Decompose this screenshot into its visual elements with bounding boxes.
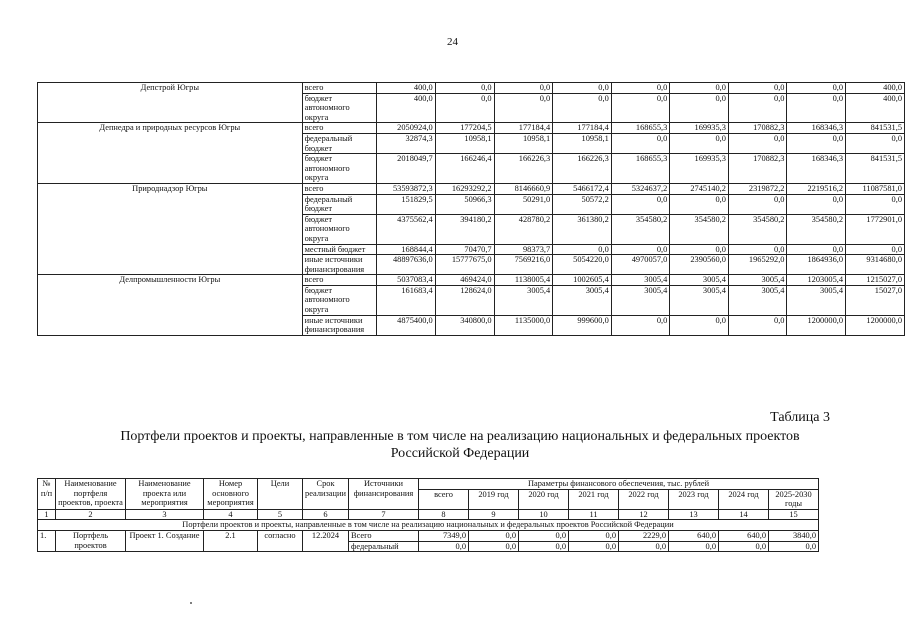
amount-cell: 5054220,0 <box>553 255 612 275</box>
amount-cell: 0,0 <box>787 93 846 123</box>
amount-cell: 469424,0 <box>435 275 494 286</box>
amount-cell: 400,0 <box>376 93 435 123</box>
amount-cell: 166246,4 <box>435 154 494 184</box>
row-value: 0,0 <box>719 541 769 552</box>
header-project: Наименование проекта или мероприятия <box>126 479 204 510</box>
financing-row <box>38 123 905 134</box>
row-value: 640,0 <box>669 530 719 541</box>
amount-cell: 169935,3 <box>670 123 729 134</box>
row-value: 0,0 <box>619 541 669 552</box>
amount-cell: 0,0 <box>611 93 670 123</box>
header-year: 2021 год <box>569 489 619 509</box>
column-number: 14 <box>719 509 769 520</box>
projects-table <box>37 478 819 552</box>
amount-cell: 1203005,4 <box>787 275 846 286</box>
amount-cell: 0,0 <box>670 315 729 335</box>
row-event-no: 2.1 <box>204 530 258 551</box>
header-goals: Цели <box>258 479 303 510</box>
amount-cell: 9314680,0 <box>846 255 905 275</box>
table3-title: Портфели проектов и проекты, направленные в том числе на реализацию национальных и федеральных проектов Российской Федерации <box>120 429 800 461</box>
amount-cell: 2745140,2 <box>670 183 729 194</box>
scan-speck <box>190 602 192 604</box>
header-num: № п/п <box>38 479 56 510</box>
project-row <box>38 530 819 541</box>
header-year: 2024 год <box>719 489 769 509</box>
amount-cell: 177184,4 <box>494 123 553 134</box>
amount-cell: 169935,3 <box>670 154 729 184</box>
amount-cell: 50291,0 <box>494 194 553 214</box>
organization-name: Делпромышленности Югры <box>38 275 303 336</box>
amount-cell: 400,0 <box>846 83 905 94</box>
row-term: 12.2024 <box>303 530 349 551</box>
source-type: иные источники финансирования <box>302 255 376 275</box>
source-type: всего <box>302 183 376 194</box>
amount-cell: 177184,4 <box>553 123 612 134</box>
header-year: 2020 год <box>519 489 569 509</box>
row-value: 0,0 <box>569 530 619 541</box>
amount-cell: 168346,3 <box>787 123 846 134</box>
amount-cell: 0,0 <box>728 133 787 153</box>
header-row <box>38 479 819 490</box>
row-value: 0,0 <box>769 541 819 552</box>
section-title: Портфели проектов и проекты, направленные в том числе на реализацию национальных и федеральных проектов Российской Федерации <box>38 520 819 531</box>
amount-cell: 5466172,4 <box>553 183 612 194</box>
amount-cell: 50572,2 <box>553 194 612 214</box>
amount-cell: 2018049,7 <box>376 154 435 184</box>
column-numbers-row <box>38 509 819 520</box>
amount-cell: 15777675,0 <box>435 255 494 275</box>
amount-cell: 0,0 <box>435 93 494 123</box>
header-event-no: Номер основного мероприятия <box>204 479 258 510</box>
row-value: 0,0 <box>669 541 719 552</box>
amount-cell: 0,0 <box>553 83 612 94</box>
amount-cell: 168346,3 <box>787 154 846 184</box>
amount-cell: 0,0 <box>728 244 787 255</box>
row-goals: согласно <box>258 530 303 551</box>
amount-cell: 2050924,0 <box>376 123 435 134</box>
amount-cell: 10958,1 <box>553 133 612 153</box>
amount-cell: 400,0 <box>846 93 905 123</box>
amount-cell: 166226,3 <box>553 154 612 184</box>
amount-cell: 0,0 <box>670 194 729 214</box>
amount-cell: 1200000,0 <box>846 315 905 335</box>
amount-cell: 0,0 <box>611 133 670 153</box>
amount-cell: 128624,0 <box>435 285 494 315</box>
column-number: 3 <box>126 509 204 520</box>
row-value: 0,0 <box>519 541 569 552</box>
amount-cell: 16293292,2 <box>435 183 494 194</box>
column-number: 10 <box>519 509 569 520</box>
amount-cell: 3005,4 <box>670 285 729 315</box>
amount-cell: 32874,3 <box>376 133 435 153</box>
amount-cell: 1200000,0 <box>787 315 846 335</box>
amount-cell: 0,0 <box>670 83 729 94</box>
amount-cell: 0,0 <box>611 194 670 214</box>
amount-cell: 170882,3 <box>728 123 787 134</box>
header-sources: Источники финансирования <box>349 479 419 510</box>
amount-cell: 1864936,0 <box>787 255 846 275</box>
amount-cell: 340800,0 <box>435 315 494 335</box>
column-number: 2 <box>56 509 126 520</box>
amount-cell: 3005,4 <box>728 275 787 286</box>
amount-cell: 354580,2 <box>611 214 670 244</box>
header-total: всего <box>419 489 469 509</box>
amount-cell: 168655,3 <box>611 123 670 134</box>
financing-row <box>38 183 905 194</box>
amount-cell: 5324637,2 <box>611 183 670 194</box>
amount-cell: 7569216,0 <box>494 255 553 275</box>
row-source: Всего <box>349 530 419 541</box>
row-project: Проект 1. Создание <box>126 530 204 551</box>
amount-cell: 0,0 <box>553 244 612 255</box>
column-number: 4 <box>204 509 258 520</box>
amount-cell: 4375562,4 <box>376 214 435 244</box>
amount-cell: 0,0 <box>670 93 729 123</box>
financing-row <box>38 83 905 94</box>
amount-cell: 0,0 <box>611 244 670 255</box>
amount-cell: 2319872,2 <box>728 183 787 194</box>
amount-cell: 400,0 <box>376 83 435 94</box>
amount-cell: 3005,4 <box>553 285 612 315</box>
source-type: бюджет автономного округа <box>302 154 376 184</box>
amount-cell: 10958,1 <box>494 133 553 153</box>
amount-cell: 0,0 <box>728 83 787 94</box>
row-value: 0,0 <box>569 541 619 552</box>
amount-cell: 10958,1 <box>435 133 494 153</box>
column-number: 6 <box>303 509 349 520</box>
amount-cell: 3005,4 <box>611 275 670 286</box>
amount-cell: 0,0 <box>611 83 670 94</box>
amount-cell: 166226,3 <box>494 154 553 184</box>
amount-cell: 0,0 <box>611 315 670 335</box>
amount-cell: 0,0 <box>728 93 787 123</box>
column-number: 9 <box>469 509 519 520</box>
amount-cell: 1772901,0 <box>846 214 905 244</box>
amount-cell: 2390560,0 <box>670 255 729 275</box>
amount-cell: 0,0 <box>846 133 905 153</box>
amount-cell: 48897636,0 <box>376 255 435 275</box>
amount-cell: 841531,5 <box>846 154 905 184</box>
column-number: 13 <box>669 509 719 520</box>
column-number: 1 <box>38 509 56 520</box>
source-type: всего <box>302 275 376 286</box>
source-type: федеральный бюджет <box>302 133 376 153</box>
column-number: 11 <box>569 509 619 520</box>
row-value: 2229,0 <box>619 530 669 541</box>
amount-cell: 394180,2 <box>435 214 494 244</box>
amount-cell: 0,0 <box>494 83 553 94</box>
amount-cell: 98373,7 <box>494 244 553 255</box>
amount-cell: 0,0 <box>846 244 905 255</box>
row-value: 0,0 <box>469 541 519 552</box>
column-number: 7 <box>349 509 419 520</box>
amount-cell: 3005,4 <box>728 285 787 315</box>
organization-name: Депнедра и природных ресурсов Югры <box>38 123 303 184</box>
amount-cell: 428780,2 <box>494 214 553 244</box>
source-type: федеральный бюджет <box>302 194 376 214</box>
amount-cell: 1965292,0 <box>728 255 787 275</box>
row-value: 0,0 <box>469 530 519 541</box>
source-type: всего <box>302 123 376 134</box>
amount-cell: 1002605,4 <box>553 275 612 286</box>
column-number: 8 <box>419 509 469 520</box>
row-num: 1. <box>38 530 56 551</box>
section-row <box>38 520 819 531</box>
amount-cell: 354580,2 <box>728 214 787 244</box>
amount-cell: 11087581,0 <box>846 183 905 194</box>
amount-cell: 8146660,9 <box>494 183 553 194</box>
amount-cell: 53593872,3 <box>376 183 435 194</box>
amount-cell: 1215027,0 <box>846 275 905 286</box>
amount-cell: 0,0 <box>787 83 846 94</box>
source-type: иные источники финансирования <box>302 315 376 335</box>
amount-cell: 841531,5 <box>846 123 905 134</box>
row-value: 640,0 <box>719 530 769 541</box>
source-type: всего <box>302 83 376 94</box>
amount-cell: 177204,5 <box>435 123 494 134</box>
amount-cell: 50966,3 <box>435 194 494 214</box>
source-type: бюджет автономного округа <box>302 214 376 244</box>
header-year: 2025-2030 годы <box>769 489 819 509</box>
header-year: 2023 год <box>669 489 719 509</box>
amount-cell: 5037083,4 <box>376 275 435 286</box>
row-portfolio: Портфель проектов <box>56 530 126 551</box>
amount-cell: 4970057,0 <box>611 255 670 275</box>
page-number: 24 <box>447 36 458 48</box>
amount-cell: 361380,2 <box>553 214 612 244</box>
column-number: 12 <box>619 509 669 520</box>
row-value: 7349,0 <box>419 530 469 541</box>
header-portfolio: Наименование портфеля проектов, проекта <box>56 479 126 510</box>
amount-cell: 0,0 <box>787 194 846 214</box>
column-number: 15 <box>769 509 819 520</box>
amount-cell: 2219516,2 <box>787 183 846 194</box>
amount-cell: 15027,0 <box>846 285 905 315</box>
source-type: бюджет автономного округа <box>302 93 376 123</box>
amount-cell: 0,0 <box>670 133 729 153</box>
amount-cell: 0,0 <box>670 244 729 255</box>
amount-cell: 70470,7 <box>435 244 494 255</box>
amount-cell: 3005,4 <box>494 285 553 315</box>
amount-cell: 1138005,4 <box>494 275 553 286</box>
amount-cell: 3005,4 <box>611 285 670 315</box>
amount-cell: 3005,4 <box>670 275 729 286</box>
amount-cell: 0,0 <box>435 83 494 94</box>
financing-table <box>37 82 905 336</box>
header-term: Срок реализации <box>303 479 349 510</box>
amount-cell: 0,0 <box>494 93 553 123</box>
header-params: Параметры финансового обеспечения, тыс. рублей <box>419 479 819 490</box>
organization-name: Депстрой Югры <box>38 83 303 123</box>
amount-cell: 0,0 <box>787 133 846 153</box>
source-type: местный бюджет <box>302 244 376 255</box>
amount-cell: 354580,2 <box>670 214 729 244</box>
amount-cell: 168655,3 <box>611 154 670 184</box>
financing-row <box>38 275 905 286</box>
source-type: бюджет автономного округа <box>302 285 376 315</box>
amount-cell: 0,0 <box>553 93 612 123</box>
amount-cell: 0,0 <box>846 194 905 214</box>
amount-cell: 161683,4 <box>376 285 435 315</box>
amount-cell: 999600,0 <box>553 315 612 335</box>
amount-cell: 170882,3 <box>728 154 787 184</box>
financing-table-body <box>38 83 905 336</box>
amount-cell: 3005,4 <box>787 285 846 315</box>
amount-cell: 354580,2 <box>787 214 846 244</box>
row-value: 3840,0 <box>769 530 819 541</box>
organization-name: Природнадзор Югры <box>38 183 303 274</box>
column-number: 5 <box>258 509 303 520</box>
amount-cell: 0,0 <box>728 194 787 214</box>
row-source: федеральный <box>349 541 419 552</box>
table3-label: Таблица 3 <box>770 410 830 425</box>
amount-cell: 168844,4 <box>376 244 435 255</box>
row-value: 0,0 <box>519 530 569 541</box>
row-value: 0,0 <box>419 541 469 552</box>
amount-cell: 151829,5 <box>376 194 435 214</box>
amount-cell: 0,0 <box>728 315 787 335</box>
amount-cell: 1135000,0 <box>494 315 553 335</box>
header-year: 2019 год <box>469 489 519 509</box>
header-year: 2022 год <box>619 489 669 509</box>
amount-cell: 4875400,0 <box>376 315 435 335</box>
amount-cell: 0,0 <box>787 244 846 255</box>
